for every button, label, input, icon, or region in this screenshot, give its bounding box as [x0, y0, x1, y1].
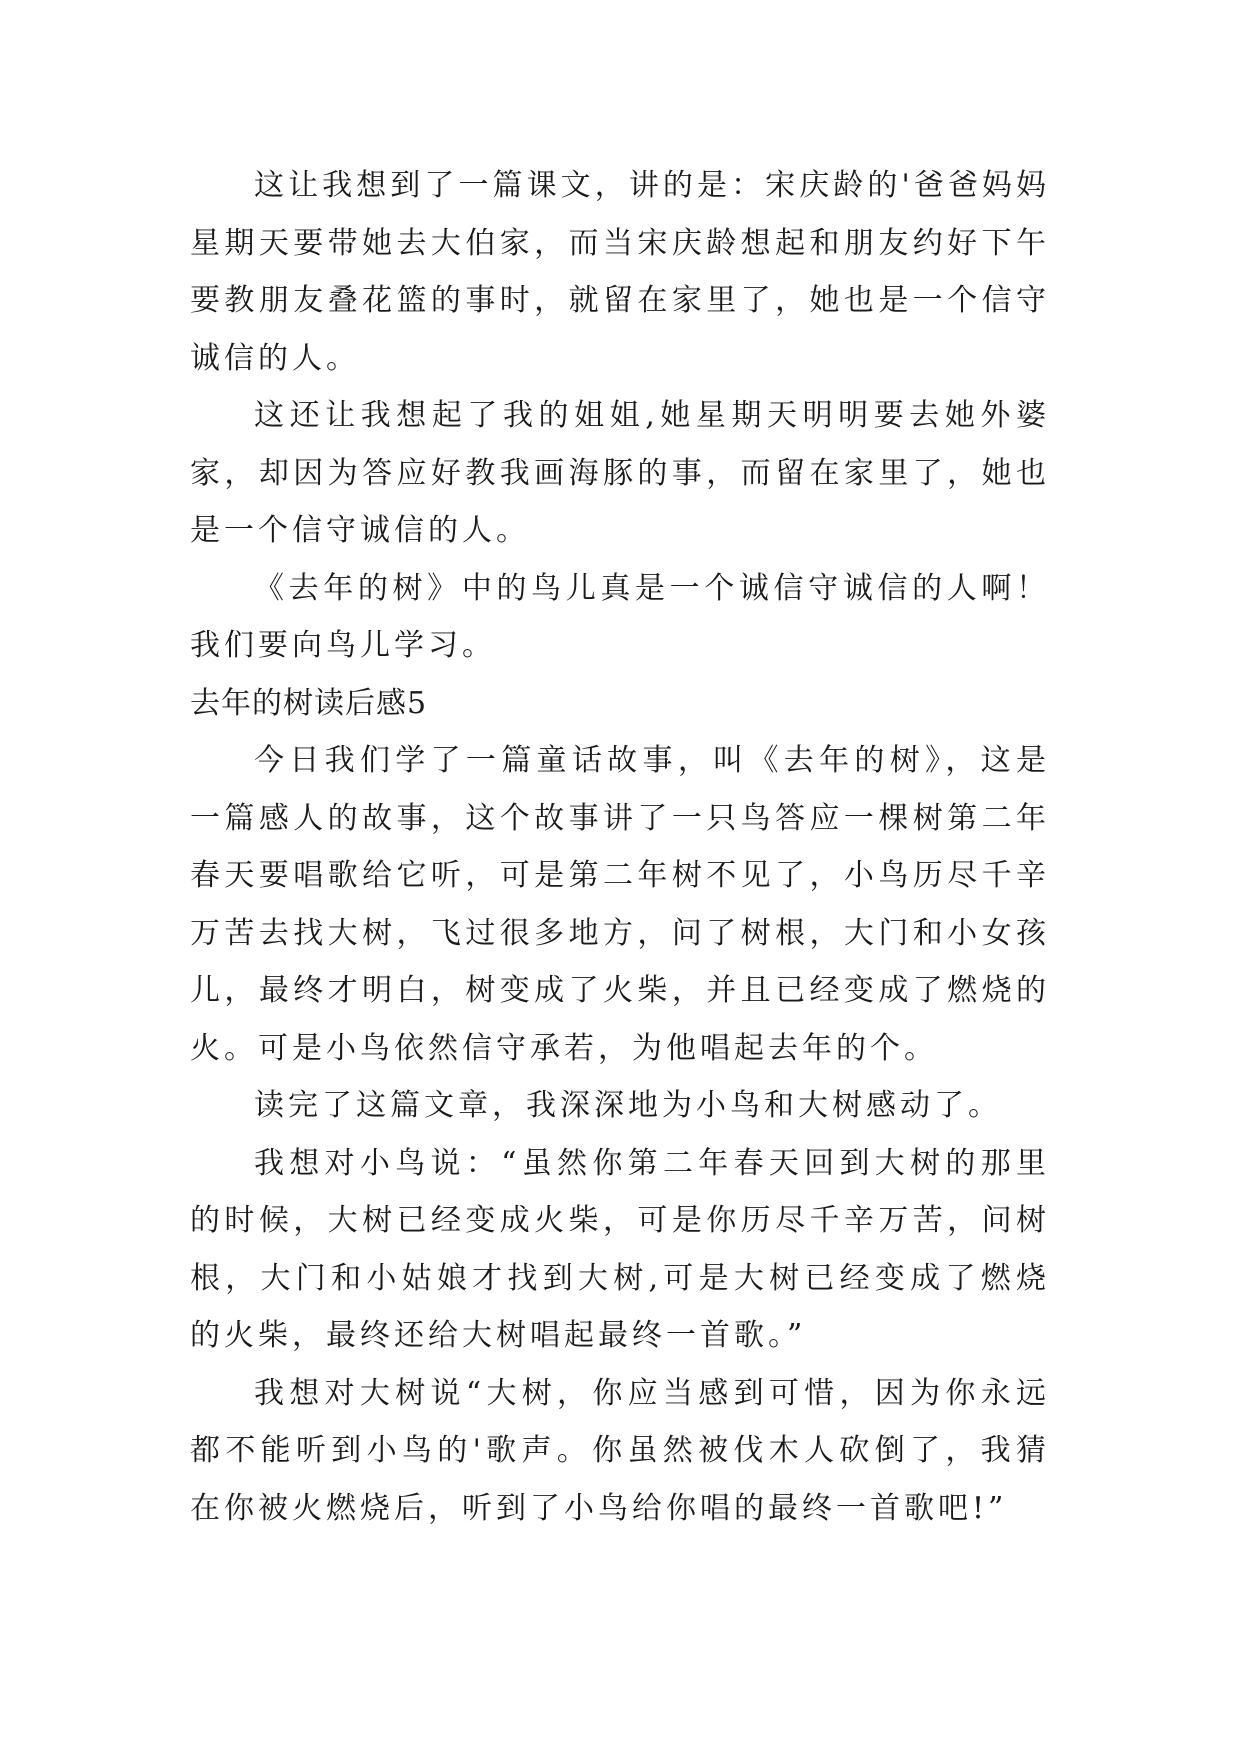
document-body	[190, 157, 1050, 1537]
paragraph: 《去年的树》中的鸟儿真是一个诚信守诚信的人啊！我们要向鸟儿学习。	[190, 570, 1050, 663]
paragraph: 今日我们学了一篇童话故事，叫《去年的树》，这是一篇感人的故事，这个故事讲了一只鸟答应一棵树第二年春天要唱歌给它听，可是第二年树不见了，小鸟历尽千辛万苦去找大树，飞过很多地方，问了树根，大门和小女孩儿，最终才明白，树变成了火柴，并且已经变成了燃烧的火。可是小鸟依然信守承若，为他唱起去年的个。	[190, 743, 1050, 1066]
paragraph: 我想对小鸟说：“虽然你第二年春天回到大树的那里的时候，大树已经变成火柴，可是你历尽千辛万苦，问树根，大门和小姑娘才找到大树,可是大树已经变成了燃烧的火柴，最终还给大树唱起最终一首歌。”	[190, 1145, 1050, 1353]
paragraph: 读完了这篇文章，我深深地为小鸟和大树感动了。	[254, 1088, 1002, 1123]
section-heading: 去年的树读后感5	[190, 685, 428, 721]
paragraph: 这让我想到了一篇课文，讲的是：宋庆龄的'爸爸妈妈星期天要带她去大伯家，而当宋庆龄想起和朋友约好下午要教朋友叠花篮的事时，就留在家里了，她也是一个信守诚信的人。	[190, 168, 1050, 376]
paragraph: 这还让我想起了我的姐姐,她星期天明明要去她外婆家，却因为答应好教我画海豚的事，而留在家里了，她也是一个信守诚信的人。	[190, 398, 1050, 548]
paragraph: 我想对大树说“大树，你应当感到可惜，因为你永远都不能听到小鸟的'歌声。你虽然被伐木人砍倒了，我猜在你被火燃烧后，听到了小鸟给你唱的最终一首歌吧!”	[190, 1375, 1050, 1526]
